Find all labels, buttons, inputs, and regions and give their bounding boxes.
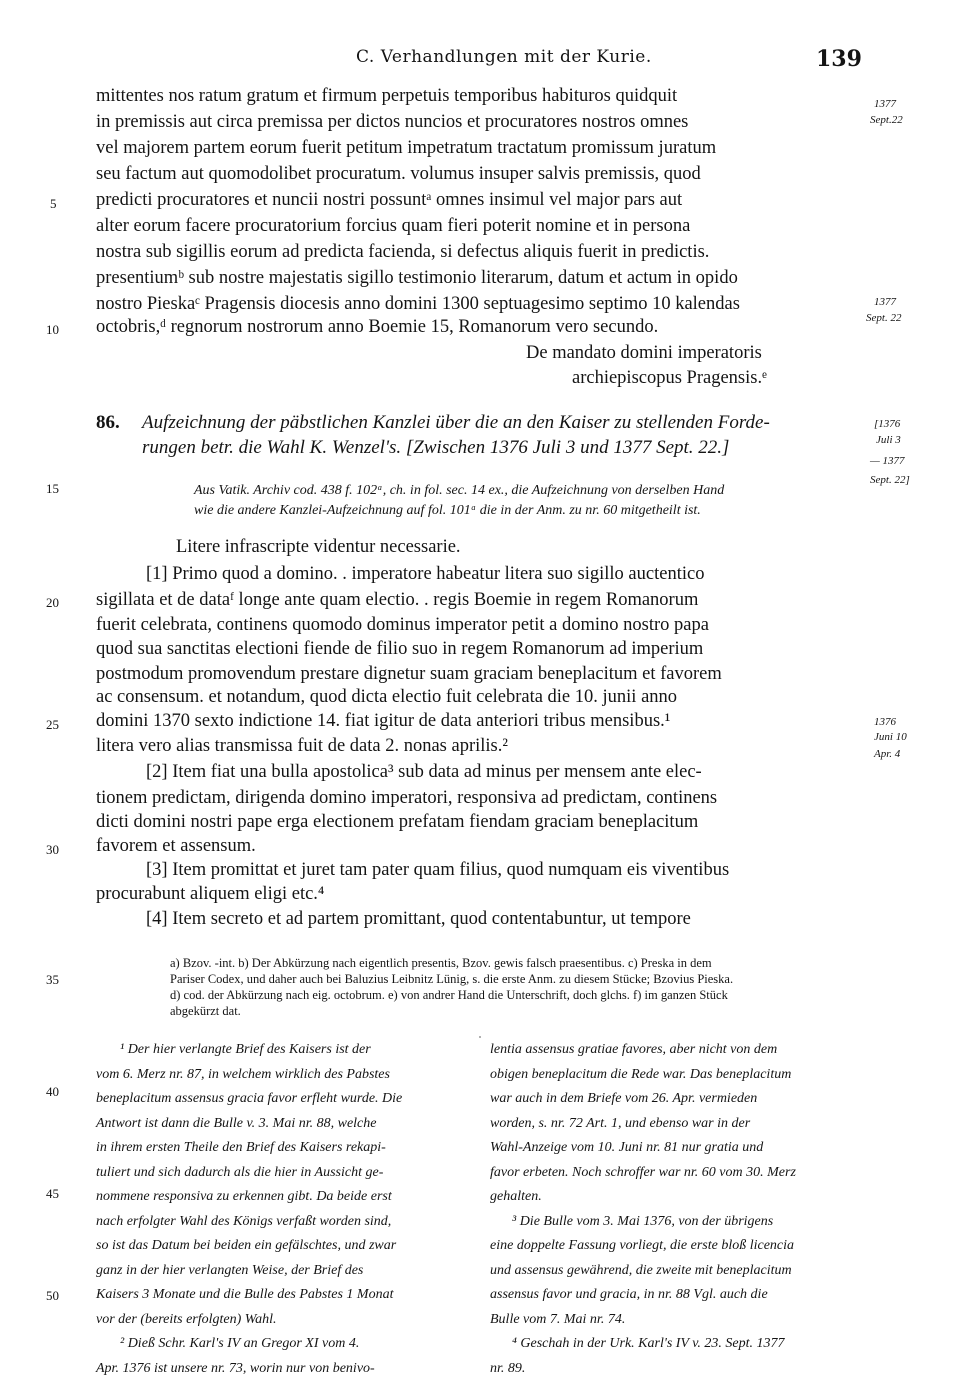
text-line: alter eorum facere procuratorium forcius quam fieri poterit nomine et in persona — [96, 216, 691, 236]
footnote-line: tuliert und sich dadurch als die hier in Aussicht ge- — [96, 1164, 384, 1180]
margin-date: 1377 — [874, 296, 896, 308]
text-line: postmodum promovendum prestare dignetur suam graciam beneplacitum et favorem — [96, 664, 722, 684]
variant-line: abgekürzt dat. — [170, 1004, 241, 1018]
line-number: 10 — [46, 322, 59, 337]
source-note: wie die andere Kanzlei-Aufzeichnung auf fol. 101ᵃ die in der Anm. zu nr. 60 mitgetheilt ist. — [194, 503, 701, 518]
line-number: 30 — [46, 842, 59, 857]
footnote-line: ¹ Der hier verlangte Brief des Kaisers ist der — [120, 1042, 371, 1057]
margin-date: Apr. 4 — [874, 748, 901, 760]
text-line: vel majorem partem eorum fuerit petitum impetratum tractatum promissum juratum — [96, 138, 717, 158]
text-line: predicti procuratores et nuncii nostri possuntᵃ omnes insimul vel major pars aut — [96, 190, 683, 210]
footnote-line: nommene responsiva zu erkennen gibt. Da beide erst — [96, 1189, 392, 1204]
text-line: tionem predictam, dirigenda domino imperatori, responsiva ad predictam, continens — [96, 788, 718, 808]
text-line: [4] Item secreto et ad partem promittant, quod contentabuntur, ut tempore — [146, 909, 691, 929]
variant-line: Pariser Codex, und daher auch bei Baluzius Leibnitz Lünig, s. die erste Anm. zu diesem Stücke; Bzovius Pieska. — [170, 972, 734, 986]
footnote-line: ⁴ Geschah in der Urk. Karl's IV v. 23. Sept. 1377 — [512, 1336, 785, 1351]
text-line: fuerit celebrata, continens quomodo dominus imperator petit a domino nostro papa — [96, 615, 709, 635]
footnote-line: in ihrem ersten Theile den Brief des Kaisers rekapi- — [96, 1140, 386, 1155]
margin-date: Juni 10 — [874, 731, 907, 743]
text-line: Litere infrascripte videntur necessarie. — [176, 537, 461, 557]
text-line: presentiumᵇ sub nostre majestatis sigillo testimonio literarum, datum et actum in opido — [96, 268, 738, 288]
line-number: 20 — [46, 595, 59, 610]
text-line: octobris,ᵈ regnorum nostrorum anno Boemie 15, Romanorum vero secundo. — [96, 317, 659, 337]
signature-line: De mandato domini imperatoris — [526, 343, 762, 363]
margin-date: Juli 3 — [876, 434, 901, 446]
separator-dot — [479, 1036, 481, 1038]
footnote-line: gehalten. — [490, 1189, 542, 1204]
footnote-line: vom 6. Merz nr. 87, in welchem wirklich des Pabstes — [96, 1066, 390, 1082]
margin-date: Sept. 22] — [870, 474, 910, 486]
margin-date: 1377 — [874, 98, 896, 110]
text-line: ac consensum. et notandum, quod dicta electio fuit celebrata die 10. junii anno — [96, 687, 678, 707]
footnote-line: assensus favor und gracia, in nr. 88 Vgl. auch die — [490, 1287, 768, 1302]
footnote-line: vor der (bereits erfolgten) Wahl. — [96, 1311, 277, 1327]
variant-line: d) cod. der Abkürzung nach eig. octobrum. e) von andrer Hand die Unterschrift, doch glchs. f) im ganzen Stück — [170, 988, 728, 1002]
text-line: nostro Pieskaᶜ Pragensis diocesis anno domini 1300 septuagesimo septimo 10 kalendas — [96, 294, 740, 314]
margin-date: 1376 — [874, 716, 896, 728]
text-line: [2] Item fiat una bulla apostolica³ sub data ad minus per mensem ante elec- — [146, 762, 702, 782]
text-line: litera vero alias transmissa fuit de data 2. nonas aprilis.² — [96, 736, 508, 756]
footnote-line: favor erbeten. Noch schroffer war nr. 60 vom 30. Merz — [490, 1164, 796, 1180]
margin-date: — 1377 — [870, 455, 905, 467]
footnote-line: so ist das Datum bei beiden ein gefälschtes, und zwar — [96, 1238, 397, 1253]
line-number: 25 — [46, 717, 59, 732]
footnote-line: worden, s. nr. 72 Art. 1, und ebenso war in der — [490, 1115, 751, 1131]
line-number: 50 — [46, 1288, 59, 1303]
margin-date: Sept.22 — [870, 114, 903, 126]
margin-date: [1376 — [874, 418, 901, 430]
footnote-line: und assensus gewährend, die zweite mit beneplacitum — [490, 1262, 792, 1278]
page-number: 139 — [816, 46, 862, 72]
document-number: 86. — [96, 412, 120, 433]
document-title: rungen betr. die Wahl K. Wenzel's. [Zwischen 1376 Juli 3 und 1377 Sept. 22.] — [142, 437, 730, 458]
footnote-line: eine doppelte Fassung vorliegt, die erste bloß licencia — [490, 1238, 795, 1253]
footnote-line: Antwort ist dann die Bulle v. 3. Mai nr. 88, welche — [96, 1115, 377, 1131]
text-line: dicti domini nostri pape erga electionem prefatam fiendam graciam beneplacitum — [96, 812, 699, 832]
variant-notes — [170, 955, 870, 1019]
line-number: 5 — [50, 196, 57, 211]
footnote-line: ³ Die Bulle vom 3. Mai 1376, von der übrigens — [512, 1213, 774, 1229]
text-line: procurabunt aliquem eligi etc.⁴ — [96, 884, 325, 904]
line-number: 15 — [46, 481, 59, 496]
text-line: [1] Primo quod a domino. . imperatore habeatur litera suo sigillo auctentico — [146, 564, 705, 584]
line-number: 35 — [46, 972, 59, 987]
footnote-line: Bulle vom 7. Mai nr. 74. — [490, 1311, 626, 1327]
footnote-line: nach erfolgter Wahl des Königs verfaßt worden sind, — [96, 1213, 392, 1229]
footnote-line: ² Dieß Schr. Karl's IV an Gregor XI vom 4. — [120, 1336, 360, 1351]
margin-date: Sept. 22 — [866, 312, 902, 324]
footnote-line: war auch in dem Briefe vom 26. Apr. vermieden — [490, 1091, 758, 1106]
line-number: 40 — [46, 1084, 59, 1099]
line-number: 45 — [46, 1186, 59, 1201]
footnotes-left-column — [96, 1038, 468, 1381]
footnote-line: Kaisers 3 Monate und die Bulle des Pabstes 1 Monat — [96, 1287, 394, 1302]
footnotes-right-column — [490, 1038, 866, 1381]
footnote-line: beneplacitum assensus gracia favor erfleht wurde. Die — [96, 1091, 403, 1106]
text-line: seu factum aut quomodolibet procuratum. volumus insuper salvis premissis, quod — [96, 164, 701, 184]
footnote-line: lentia assensus gratiae favores, aber nicht von dem — [490, 1042, 778, 1057]
footnote-line: nr. 89. — [490, 1360, 526, 1376]
text-line: quod sua sanctitas electioni fiende de filio suo in regem Romanorum ad imperium — [96, 639, 704, 659]
footnote-line: Wahl-Anzeige vom 10. Juni nr. 81 nur gratia und — [490, 1140, 764, 1155]
signature-line: archiepiscopus Pragensis.ᵉ — [572, 368, 767, 388]
source-note: Aus Vatik. Archiv cod. 438 f. 102ᵃ, ch. in fol. sec. 14 ex., die Aufzeichnung von derselben Hand — [194, 483, 725, 498]
footnote-line: Apr. 1376 ist unsere nr. 73, worin nur von benivo- — [96, 1360, 375, 1376]
text-line: domini 1370 sexto indictione 14. fiat igitur de data anteriori tribus mensibus.¹ — [96, 711, 671, 731]
document-title: Aufzeichnung der päbstlichen Kanzlei über die an den Kaiser zu stellenden Forde- — [142, 412, 770, 433]
text-line: favorem et assensum. — [96, 836, 256, 856]
text-line: mittentes nos ratum gratum et firmum perpetuis temporibus habituros quidquit — [96, 86, 678, 106]
footnote-line: obigen beneplacitum die Rede war. Das beneplacitum — [490, 1066, 792, 1082]
running-header: C. Verhandlungen mit der Kurie. — [356, 47, 652, 67]
text-line: in premissis aut circa premissa per dictos nuncios et procuratores nostros omnes — [96, 112, 689, 132]
text-line: nostra sub sigillis eorum ad predicta facienda, si defectus aliquis fuerit in predictis. — [96, 242, 710, 262]
footnote-line: ganz in der hier verlangten Weise, der Brief des — [96, 1262, 364, 1278]
text-line: [3] Item promittat et juret tam pater quam filius, quod numquam eis viventibus — [146, 860, 730, 880]
text-line: sigillata et de dataᶠ longe ante quam electio. . regis Boemie in regem Romanorum — [96, 590, 699, 610]
variant-line: a) Bzov. -int. b) Der Abkürzung nach eigentlich presentis, Bzov. gewis falsch praesentibus. c) Preska in dem — [170, 956, 712, 970]
